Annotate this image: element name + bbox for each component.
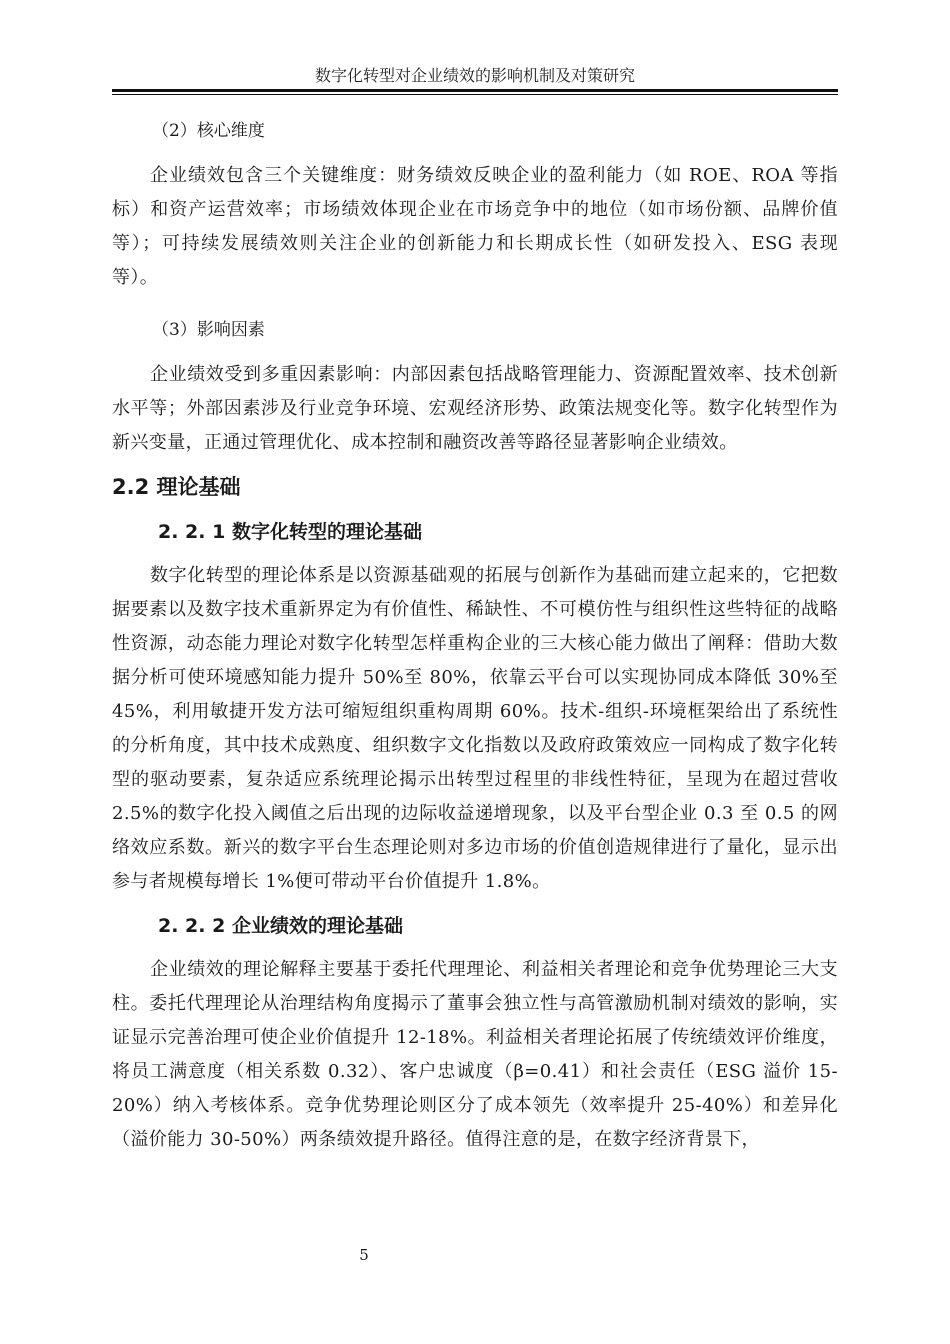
performance-theory-paragraph: 企业绩效的理论解释主要基于委托代理理论、利益相关者理论和竞争优势理论三大支柱。委托代理理论从治理结构角度揭示了董事会独立性与高管激励机制对绩效的影响，实证显示完善治理可使企业价值提升 12-18%。利益相关者理论拓展了传统绩效评价维度，将员工满意度（相关系数 0.32）、客户忠诚度（β=0.41）和社会责任（ESG 溢价 15-20%）纳入考核体系。竞争优势理论则区分了成本领先（效率提升 25-40%）和差异化（溢价能力 30-50%）两条绩效提升路径。值得注意的是，在数字经济背景下， <box>112 959 838 1150</box>
core-dimensions-heading: （2）核心维度 <box>152 121 265 141</box>
subsection-heading-digital-theory: 2. 2. 1 数字化转型的理论基础 <box>158 521 422 543</box>
page-body <box>112 112 838 1157</box>
influencing-factors-heading: （3）影响因素 <box>152 320 265 340</box>
influencing-factors-paragraph: 企业绩效受到多重因素影响：内部因素包括战略管理能力、资源配置效率、技术创新水平等；外部因素涉及行业竞争环境、宏观经济形势、政策法规变化等。数字化转型作为新兴变量，正通过管理优化、成本控制和融资改善等路径显著影响企业绩效。 <box>112 364 838 453</box>
page-number: 5 <box>359 1246 369 1264</box>
subsection-heading-performance-theory: 2. 2. 2 企业绩效的理论基础 <box>158 915 403 937</box>
core-dimensions-paragraph: 企业绩效包含三个关键维度：财务绩效反映企业的盈利能力（如 ROE、ROA 等指标）和资产运营效率；市场绩效体现企业在市场竞争中的地位（如市场份额、品牌价值等）；可持续发展绩效则关注企业的创新能力和长期成长性（如研发投入、ESG 表现等）。 <box>112 165 838 288</box>
header-rule-thick <box>112 89 838 92</box>
header-rule-thin <box>112 94 838 95</box>
running-header: 数字化转型对企业绩效的影响机制及对策研究 <box>314 66 635 85</box>
section-heading-theory: 2.2 理论基础 <box>112 475 241 499</box>
digital-theory-paragraph: 数字化转型的理论体系是以资源基础观的拓展与创新作为基础而建立起来的，它把数据要素以及数字技术重新界定为有价值性、稀缺性、不可模仿性与组织性这些特征的战略性资源，动态能力理论对数字化转型怎样重构企业的三大核心能力做出了阐释：借助大数据分析可使环境感知能力提升 50%至 80%，依靠云平台可以实现协同成本降低 30%至 45%，利用敏捷开发方法可缩短组织重构周期 60%。技术-组织-环境框架给出了系统性的分析角度，其中技术成熟度、组织数字文化指数以及政府政策效应一同构成了数字化转型的驱动要素，复杂适应系统理论揭示出转型过程里的非线性特征，呈现为在超过营收 2.5%的数字化投入阈值之后出现的边际收益递增现象，以及平台型企业 0.3 至 0.5 的网络效应系数。新兴的数字平台生态理论则对多边市场的价值创造规律进行了量化，显示出参与者规模每增长 1%便可带动平台价值提升 1.8%。 <box>112 565 838 892</box>
